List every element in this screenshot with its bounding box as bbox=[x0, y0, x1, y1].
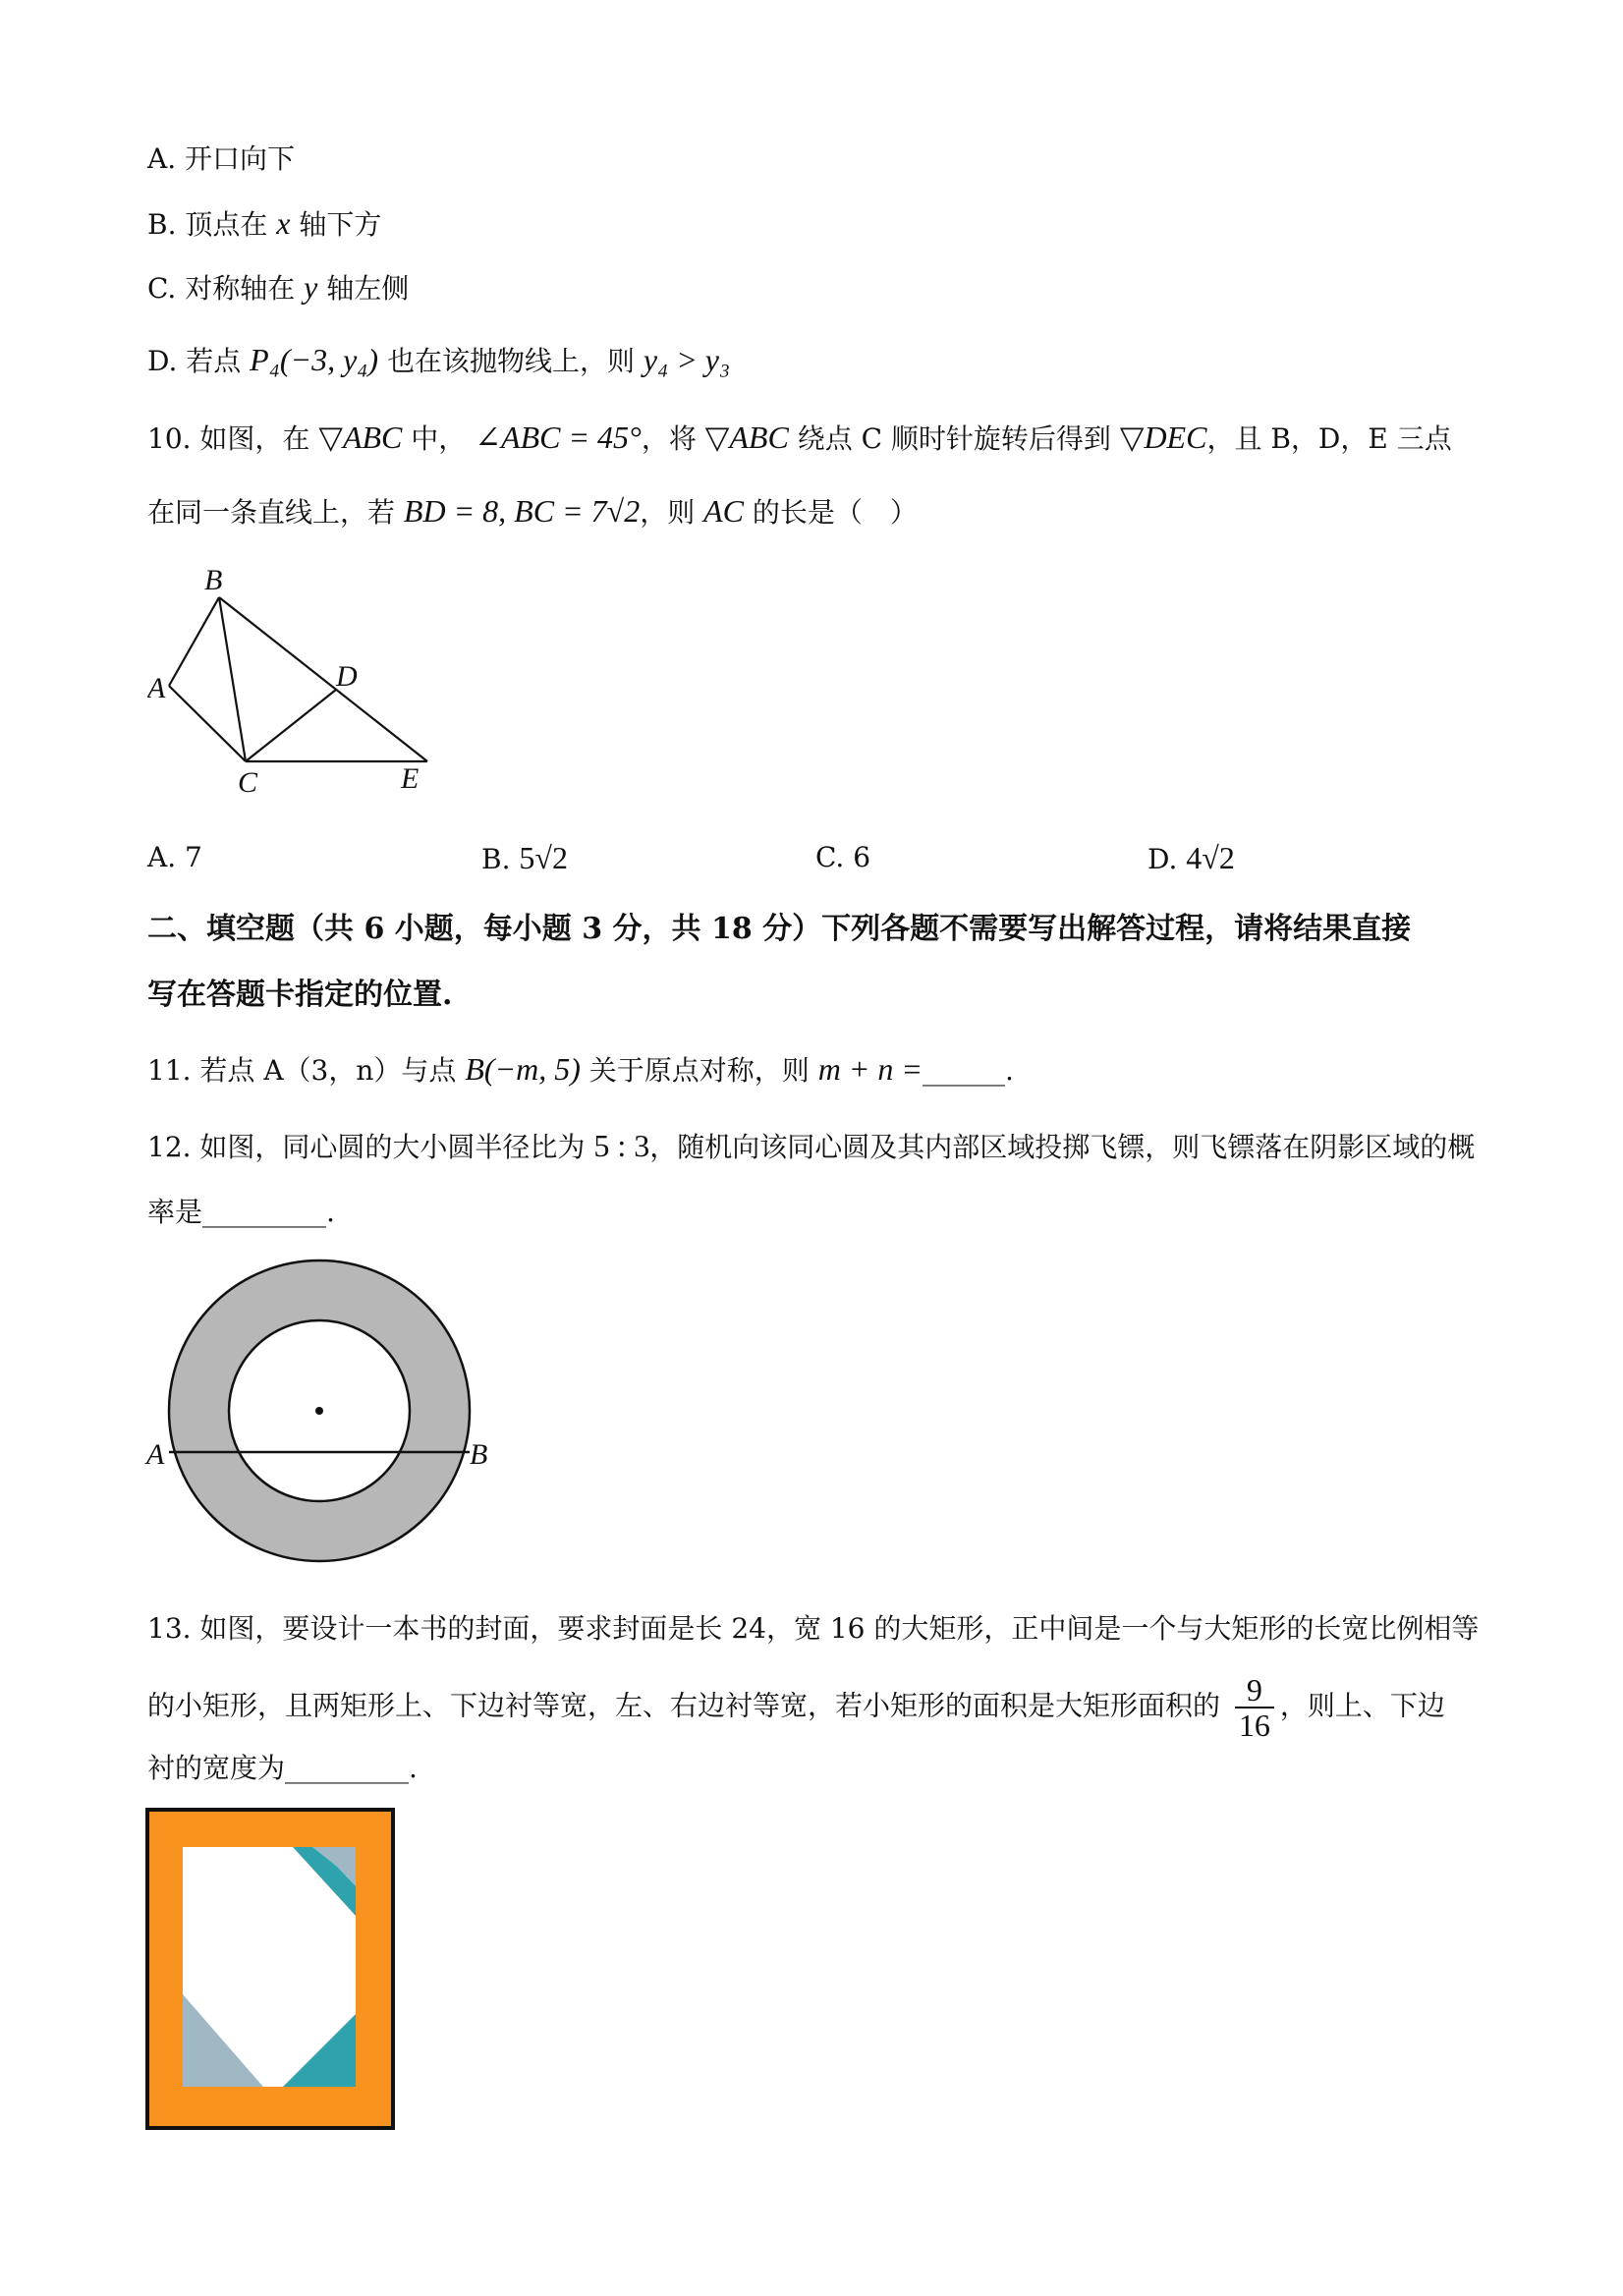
q9-option-a-text: A. 开口向下 bbox=[147, 142, 296, 175]
q9-option-d-pre: D. 若点 bbox=[147, 345, 251, 377]
label-e: E bbox=[401, 762, 420, 795]
book-cover-figure bbox=[145, 1808, 397, 2132]
q10-given: BD = 8, BC = 7√2 bbox=[403, 493, 641, 529]
q9-option-d-mid: 也在该抛物线上，则 bbox=[378, 345, 644, 377]
q10-option-d-pre: D. bbox=[1147, 843, 1187, 875]
q11-blank: ______. bbox=[922, 1054, 1014, 1087]
q10-triangle-figure bbox=[147, 560, 442, 806]
section2-heading-line2: 写在答题卡指定的位置. bbox=[147, 978, 453, 1012]
q10-line1-d: 绕点 C 顺时针旋转后得到 bbox=[788, 422, 1120, 455]
q10-ac: AC bbox=[703, 493, 744, 529]
q10-option-d-val: 4√2 bbox=[1186, 840, 1235, 875]
section2-line1-d: 分）下列各题不需要写出解答过程，请将结果直接 bbox=[752, 912, 1412, 946]
q9-option-c-var: y bbox=[304, 269, 318, 305]
q13-frac-num: 9 bbox=[1235, 1673, 1274, 1708]
label-c: C bbox=[238, 766, 258, 799]
q10-line1-a: 10. 如图，在 bbox=[147, 422, 319, 455]
q9-option-d-cond: y₄ > y₃ bbox=[643, 342, 731, 377]
circle-label-b: B bbox=[470, 1438, 488, 1471]
q13-frac-den: 16 bbox=[1238, 1708, 1270, 1743]
q10-option-a: A. 7 bbox=[147, 841, 202, 873]
q12-post: ，随机向该同心圆及其内部区域投掷飞镖，则飞镖落在阴影区域的概 bbox=[649, 1131, 1476, 1163]
circle-label-a: A bbox=[146, 1438, 165, 1471]
section2-n2: 3 bbox=[582, 912, 603, 946]
q10-line1 bbox=[147, 418, 1452, 459]
section2-line1-a: 二、填空题（共 bbox=[147, 912, 364, 946]
concentric-circles-figure bbox=[142, 1256, 506, 1580]
q10-option-b bbox=[481, 838, 568, 879]
q11-expr: m + n = bbox=[817, 1051, 923, 1087]
q9-option-b bbox=[147, 203, 381, 245]
q12-pre: 12. 如图，同心圆的大小圆半径比为 bbox=[147, 1131, 594, 1163]
q9-option-d bbox=[147, 340, 730, 381]
section2-n3: 18 bbox=[710, 912, 753, 946]
q12-ratio: 5 : 3 bbox=[593, 1128, 650, 1163]
q9-option-b-pre: B. 顶点在 bbox=[147, 208, 277, 241]
q9-option-b-post: 轴下方 bbox=[290, 208, 382, 241]
q13-line2-post: ，则上、下边 bbox=[1279, 1689, 1445, 1722]
q10-line1-e: ，且 B，D，E 三点 bbox=[1206, 422, 1452, 455]
edge-ba bbox=[169, 597, 219, 686]
q10-line2-c: 的长是（ ） bbox=[744, 496, 918, 529]
edge-bc bbox=[219, 597, 246, 761]
q11-point: B(−m, 5) bbox=[465, 1051, 581, 1087]
q11 bbox=[147, 1049, 1014, 1091]
q11-mid: 关于原点对称，则 bbox=[580, 1054, 818, 1087]
q9-option-c bbox=[147, 267, 409, 308]
q13-line2-pre: 的小矩形，且两矩形上、下边衬等宽，左、右边衬等宽，若小矩形的面积是大矩形面积的 bbox=[147, 1689, 1229, 1722]
q10-option-c: C. 6 bbox=[815, 841, 871, 873]
q13-line2 bbox=[147, 1673, 1445, 1742]
q13-line1: 13. 如图，要设计一本书的封面，要求封面是长 24，宽 16 的大矩形，正中间是一个与大矩形的长宽比例相等 bbox=[147, 1612, 1480, 1645]
q10-tri2: ▽ABC bbox=[704, 420, 789, 455]
q10-line1-b: 中， bbox=[402, 422, 476, 455]
q10-tri3: ▽DEC bbox=[1119, 420, 1207, 455]
q9-option-a bbox=[147, 140, 295, 179]
q10-line2-b: ，则 bbox=[640, 496, 704, 529]
q10-tri1: ▽ABC bbox=[318, 420, 403, 455]
section2-heading-line1 bbox=[147, 910, 1411, 949]
q9-option-c-pre: C. 对称轴在 bbox=[147, 272, 305, 305]
section2-line1-c: 分，共 bbox=[602, 912, 711, 946]
edge-cd bbox=[246, 690, 336, 761]
q10-option-d bbox=[1147, 838, 1235, 879]
q10-line1-c: ，将 bbox=[641, 422, 705, 455]
label-d: D bbox=[336, 660, 358, 693]
edge-be bbox=[219, 597, 427, 761]
q10-angle: ∠ABC = 45° bbox=[475, 420, 642, 455]
q12-line2: 率是_________. bbox=[147, 1196, 335, 1228]
label-b: B bbox=[204, 564, 223, 596]
q9-option-d-point: P₄(−3, y₄) bbox=[250, 342, 379, 377]
q10-option-b-pre: B. bbox=[481, 843, 520, 875]
section2-line1-b: 小题，每小题 bbox=[384, 912, 583, 946]
q9-option-b-var: x bbox=[276, 205, 291, 241]
label-a: A bbox=[147, 672, 166, 704]
q10-line2-a: 在同一条直线上，若 bbox=[147, 496, 404, 529]
q11-pre: 11. 若点 A（3，n）与点 bbox=[147, 1054, 466, 1087]
q10-option-b-val: 5√2 bbox=[519, 840, 568, 875]
q13-line3: 衬的宽度为_________. bbox=[147, 1752, 418, 1784]
q12-line1 bbox=[147, 1126, 1475, 1167]
q9-option-c-post: 轴左侧 bbox=[317, 272, 410, 305]
edge-ac bbox=[169, 686, 246, 761]
center-point bbox=[315, 1407, 323, 1415]
section2-n1: 6 bbox=[364, 912, 385, 946]
q10-line2 bbox=[147, 491, 918, 532]
q13-fraction bbox=[1235, 1673, 1274, 1742]
